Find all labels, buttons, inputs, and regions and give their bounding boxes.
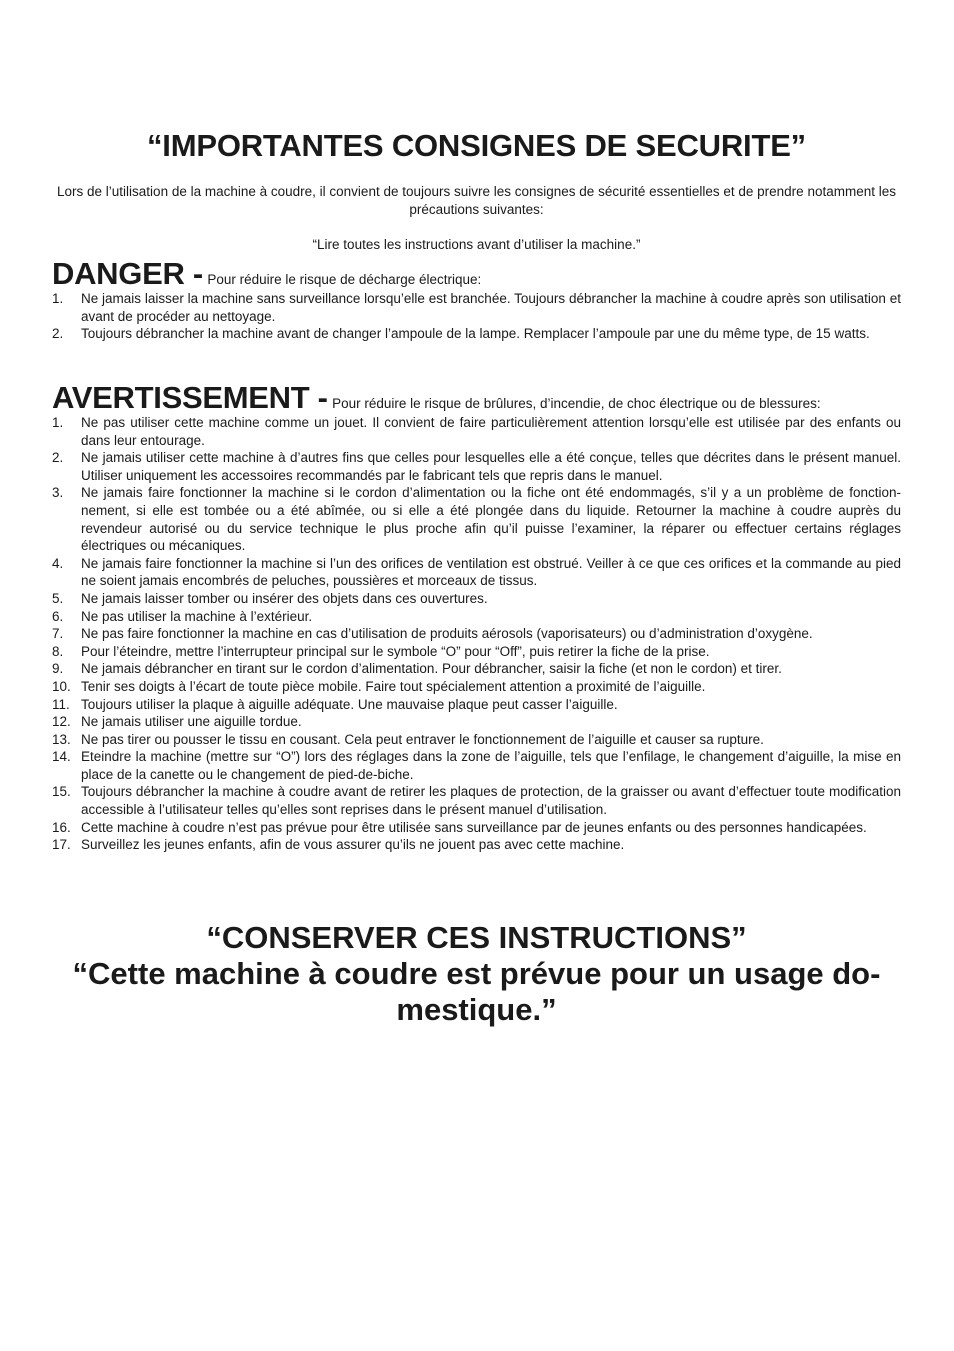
list-item xyxy=(52,643,901,661)
avertissement-label: AVERTISSEMENT - xyxy=(52,380,328,415)
item-number: 17. xyxy=(52,837,71,853)
list-item xyxy=(52,731,901,749)
read-instructions-quote: “Lire toutes les instructions avant d’utiliser la machine.” xyxy=(312,237,641,252)
list-item xyxy=(52,555,901,590)
list-item xyxy=(52,660,901,678)
closing-block xyxy=(52,920,901,1028)
item-text: Toujours débrancher la machine avant de changer l’ampoule de la lampe. Remplacer l’ampoule par une du même type, de 15 watts. xyxy=(81,326,870,342)
item-text: Toujours débrancher la machine à coudre avant de retirer les plaques de protection, de la graisser ou avant d’effectuer toute modification accessible à l’utilisateur telles qu’elles sont reprises dans le présent manuel d’utilisation. xyxy=(81,784,901,818)
list-item xyxy=(52,484,901,554)
list-item xyxy=(52,678,901,696)
list-item xyxy=(52,325,901,343)
list-item xyxy=(52,449,901,484)
item-number: 10. xyxy=(52,678,71,694)
list-item xyxy=(52,590,901,608)
item-number: 1. xyxy=(52,415,64,430)
item-number: 2. xyxy=(52,326,64,342)
list-item xyxy=(52,819,901,837)
item-number: 3. xyxy=(52,485,64,501)
item-number: 2. xyxy=(52,450,64,466)
item-text: Ne jamais utiliser une aiguille tordue. xyxy=(81,714,302,730)
item-text: Eteindre la machine (mettre sur “O”) lors des réglages dans la zone de l’aiguille, tels que l’enfilage, le changement d’aiguille, la mise en place de la canette ou le changement de pied-de-biche. xyxy=(81,749,901,782)
item-number: 9. xyxy=(52,661,64,677)
item-text: Ne jamais utiliser cette machine à d’autres fins que celles pour lesquelles elle a été conçue, telles que décrites dans le présent manuel. Utiliser uniquement les accessoires recommandés par le fabricant tels que repris dans le manuel. xyxy=(81,450,901,483)
page-title: “IMPORTANTES CONSIGNES DE SECURITE” xyxy=(147,128,806,163)
list-item xyxy=(52,783,901,818)
list-item xyxy=(52,696,901,714)
item-number: 13. xyxy=(52,731,71,747)
item-text: Cette machine à coudre n’est pas prévue pour être utilisée sans surveillance par de jeunes enfants ou des personnes handicapées. xyxy=(81,819,867,835)
item-text: Ne jamais faire fonctionner la machine si l’un des orifices de ventilation est obstrué. Veiller à ce que ces orifices et la commande au pied ne soient jamais encombrés de peluches, poussières et morceaux de tissus. xyxy=(81,555,901,589)
item-number: 5. xyxy=(52,590,64,606)
item-text: Surveillez les jeunes enfants, afin de vous assurer qu’ils ne jouent pas avec cette machine. xyxy=(81,837,625,853)
item-number: 6. xyxy=(52,608,64,624)
item-number: 15. xyxy=(52,784,71,800)
list-item xyxy=(52,290,901,325)
item-text: Tenir ses doigts à l’écart de toute pièce mobile. Faire tout spécialement attention a proximité de l’aiguille. xyxy=(81,678,706,694)
item-number: 16. xyxy=(52,819,71,835)
danger-label: DANGER - xyxy=(52,256,203,291)
item-text: Ne jamais faire fonctionner la machine si le cordon d’alimentation ou la fiche ont été endommagés, s’il y a un problème de fonctionnement, si elle est tombée ou a été abîmée, ou si elle a été plongée dans du liquide. Retourner la machine à coudre auprès du revendeur autorisé ou du service technique le plus proche afin qu’il puisse l’examiner, la réparer ou effectuer certains réglages électriques ou mécaniques. xyxy=(81,485,901,554)
item-text: Ne pas utiliser la machine à l’extérieur. xyxy=(81,608,313,624)
intro-paragraph: Lors de l’utilisation de la machine à coudre, il convient de toujours suivre les consignes de sécurité essentielles et de prendre notamment les précautions suivantes: xyxy=(57,184,896,217)
list-item xyxy=(52,836,901,854)
list-item xyxy=(52,713,901,731)
danger-subtitle: Pour réduire le risque de décharge électrique: xyxy=(207,272,482,287)
item-text: Pour l’éteindre, mettre l’interrupteur principal sur le symbole “O” pour “Off”, puis retirer la fiche de la prise. xyxy=(81,643,710,659)
item-number: 8. xyxy=(52,643,64,659)
closing-line-2: “Cette machine à coudre est prévue pour un usage do- xyxy=(72,956,881,991)
item-text: Ne jamais laisser tomber ou insérer des objets dans ces ouvertures. xyxy=(81,590,488,606)
avertissement-subtitle: Pour réduire le risque de brûlures, d’incendie, de choc électrique ou de blessures: xyxy=(332,396,821,411)
item-text: Ne jamais débrancher en tirant sur le cordon d’alimentation. Pour débrancher, saisir la fiche (et non le cordon) et tirer. xyxy=(81,661,782,677)
item-number: 7. xyxy=(52,626,64,642)
item-number: 4. xyxy=(52,555,64,571)
item-number: 14. xyxy=(52,749,71,765)
item-number: 11. xyxy=(52,696,70,712)
closing-line-3: mestique.” xyxy=(396,992,557,1027)
list-item xyxy=(52,608,901,626)
item-text: Ne pas faire fonctionner la machine en cas d’utilisation de produits aérosols (vaporisateurs) ou d’administration d’oxygène. xyxy=(81,626,813,642)
danger-list xyxy=(52,290,901,343)
item-text: Ne jamais laisser la machine sans surveillance lorsqu’elle est branchée. Toujours débrancher la machine à coudre après son utilisation et avant de procéder au nettoyage. xyxy=(81,291,901,324)
list-item xyxy=(52,414,901,449)
item-text: Ne pas utiliser cette machine comme un jouet. Il convient de faire particulièrement attention lorsqu’elle est utilisée par des enfants ou dans leur entourage. xyxy=(81,415,901,448)
item-text: Toujours utiliser la plaque à aiguille adéquate. Une mauvaise plaque peut casser l’aiguille. xyxy=(81,696,618,712)
item-number: 12. xyxy=(52,714,71,730)
list-item xyxy=(52,625,901,643)
avertissement-list xyxy=(52,414,901,854)
item-text: Ne pas tirer ou pousser le tissu en cousant. Cela peut entraver le fonctionnement de l’aiguille et causer sa rupture. xyxy=(81,731,764,747)
closing-line-1: “CONSERVER CES INSTRUCTIONS” xyxy=(206,920,747,955)
item-number: 1. xyxy=(52,291,64,306)
list-item xyxy=(52,748,901,783)
